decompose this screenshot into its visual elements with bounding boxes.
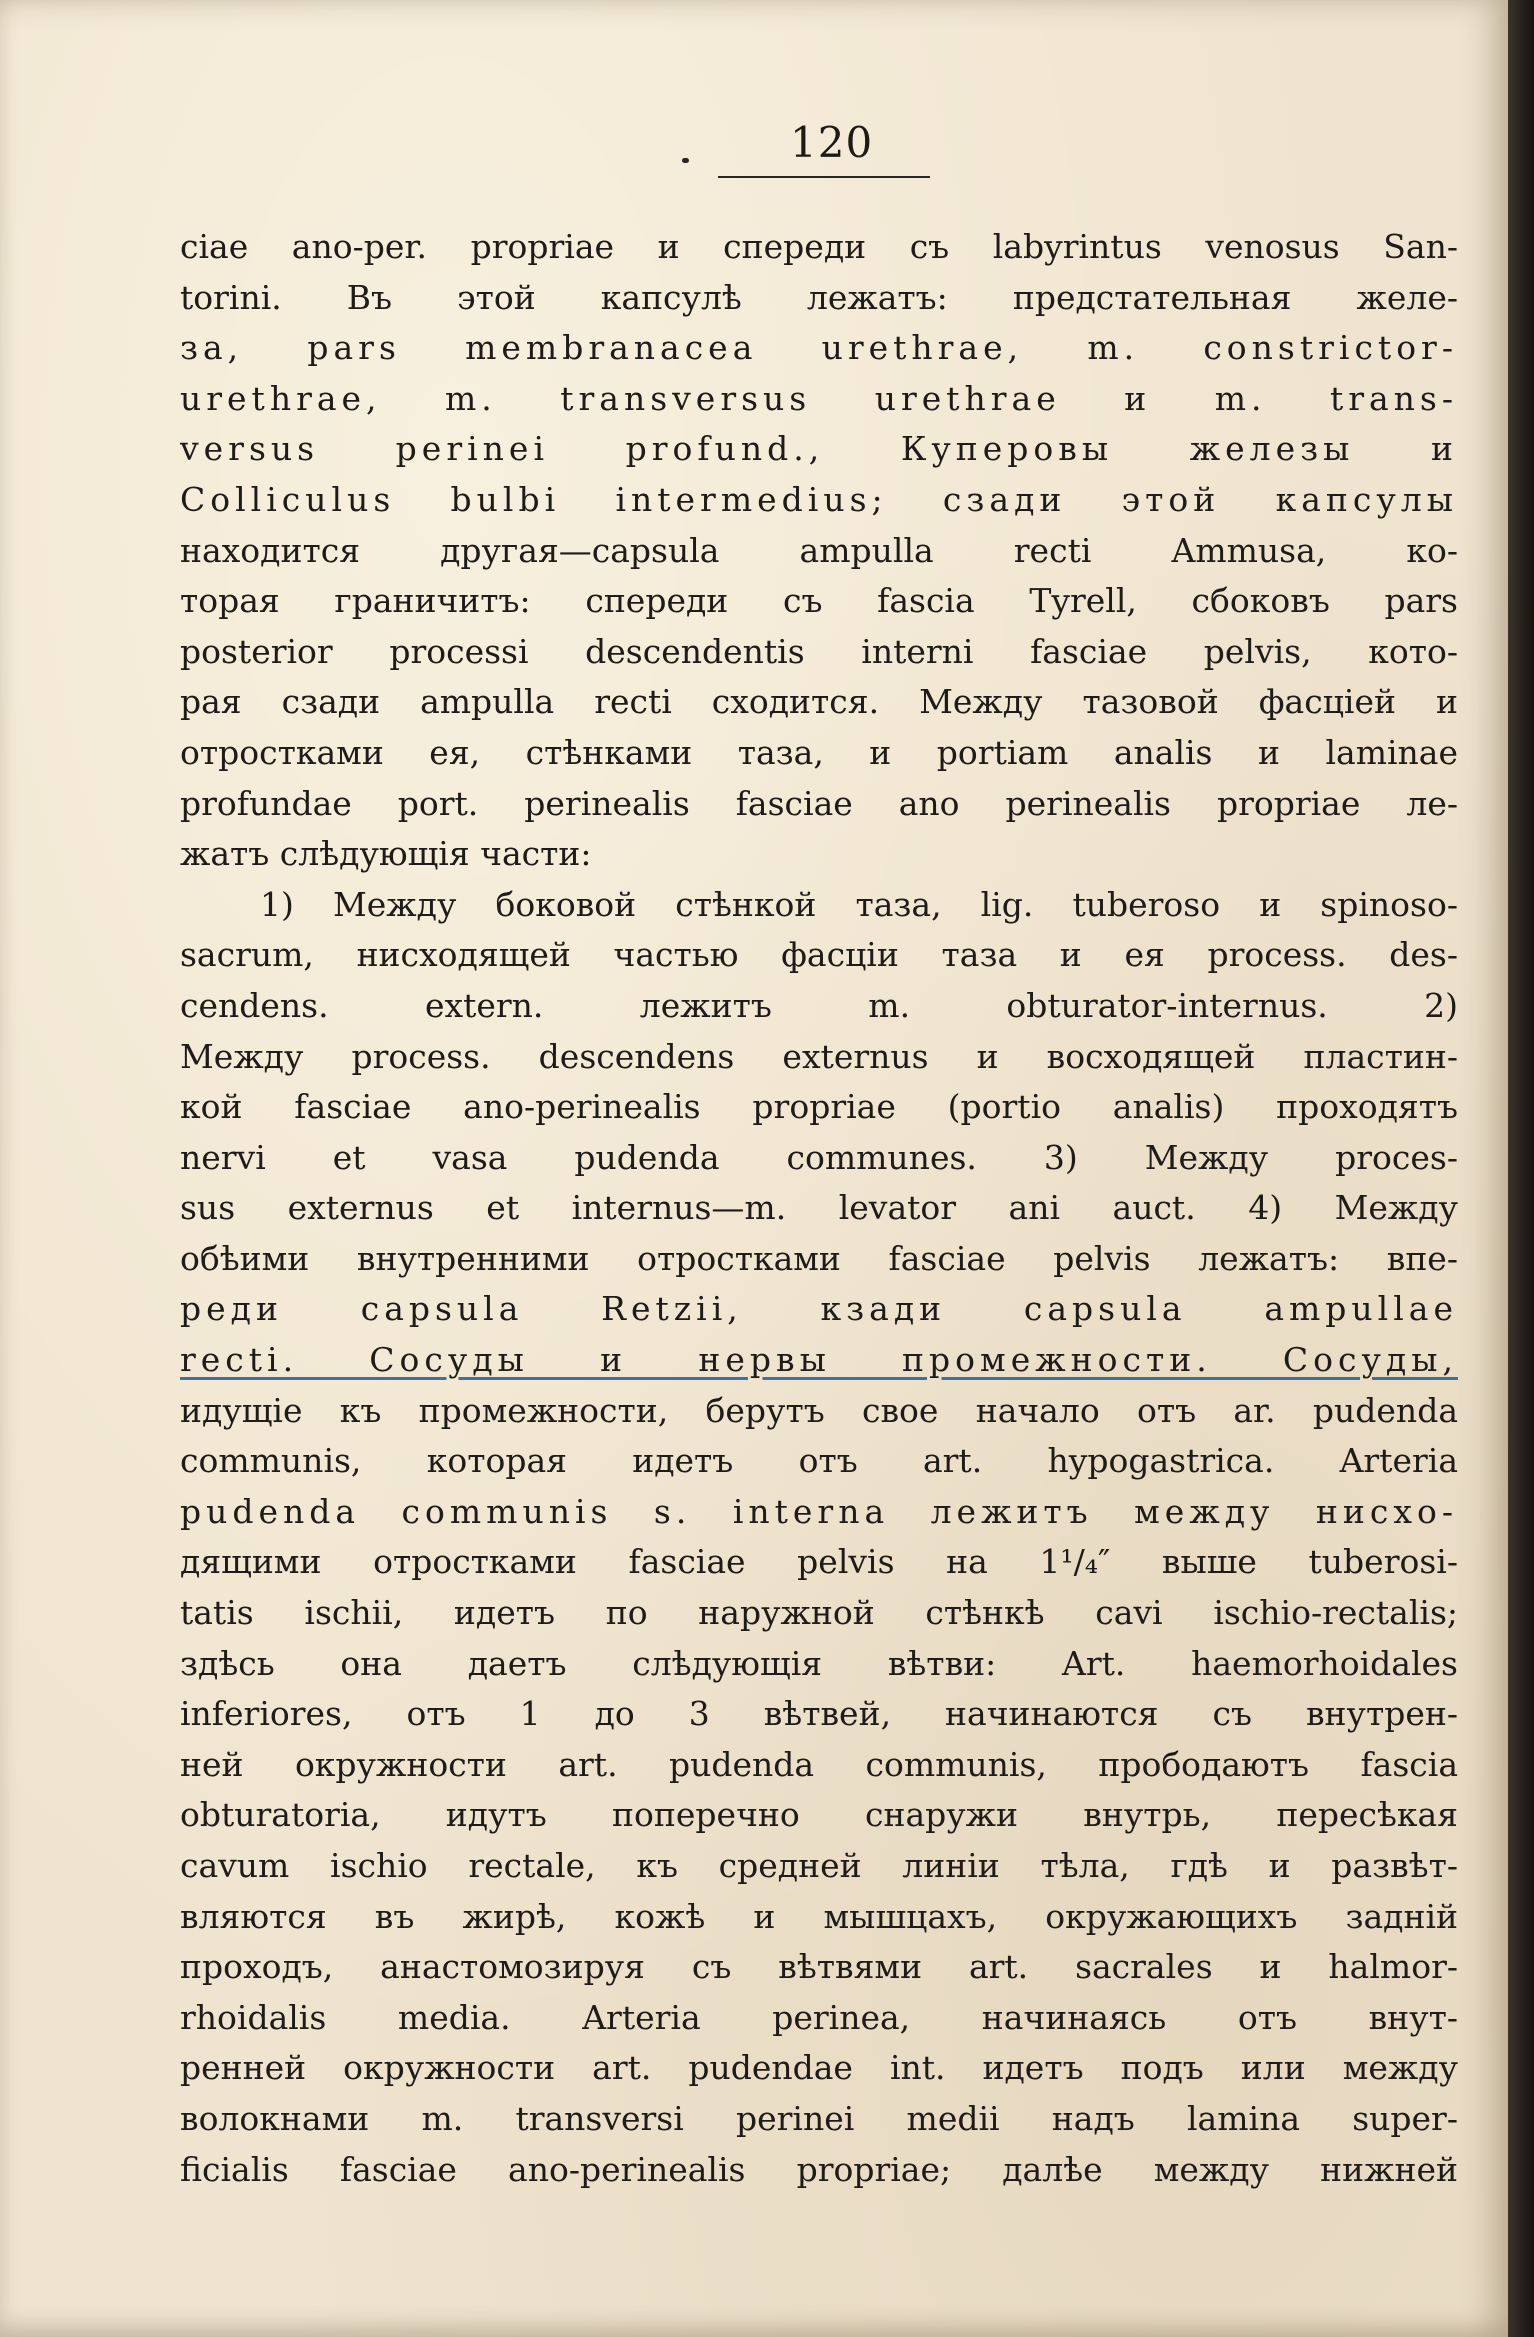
text-line: ciae ano-per. propriae и спереди съ labyrintus venosus San- — [180, 227, 1458, 266]
text-line: кой fasciae ano-perinealis propriae (portio analis) проходятъ — [180, 1087, 1458, 1127]
text-line: вляются въ жирѣ, кожѣ и мышцахъ, окружающихъ задній — [180, 1896, 1458, 1936]
text-line: здѣсь она даетъ слѣдующія вѣтви: Art. haemorhoidales — [180, 1643, 1458, 1683]
header-mark — [682, 158, 689, 163]
text-line: Colliculus bulbi intermedius; сзади этой капсулы — [180, 479, 1458, 519]
text-line: рая сзади ampulla recti сходится. Между тазовой фасціей и — [180, 682, 1458, 722]
text-line: волокнами m. transversi perinei medii надъ lamina super- — [180, 2098, 1458, 2138]
text-line: versus perinei profund., Куперовы железы и — [180, 429, 1458, 469]
text-line: проходъ, анастомозируя съ вѣтвями art. sacrales и halmor- — [180, 1947, 1458, 1987]
body-text — [180, 222, 1458, 2195]
text-line: profundae port. perinealis fasciae ano perinealis propriae ле- — [180, 783, 1458, 823]
text-line: ней окружности art. pudenda communis, прободаютъ fascia — [180, 1744, 1458, 1784]
page-header — [0, 112, 1508, 182]
text-line: жатъ слѣдующія части: — [180, 834, 592, 874]
page-number: 120 — [790, 118, 874, 167]
text-line: cendens. extern. лежитъ m. obturator-internus. 2) — [180, 985, 1458, 1025]
text-line: pudenda communis s. interna лежитъ между нисхо- — [180, 1491, 1458, 1531]
header-rule — [718, 176, 930, 178]
text-line: torini. Въ этой капсулѣ лежатъ: предстательная желе- — [180, 277, 1458, 317]
text-line: cavum ischio rectale, къ средней линіи тѣла, гдѣ и развѣт- — [180, 1846, 1458, 1885]
text-line: за, pars membranacea urethrae, m. constrictor- — [180, 328, 1458, 368]
text-line: дящими отростками fasciae pelvis на 1¹/₄″ выше tuberosi- — [180, 1542, 1458, 1582]
text-line: ренней окружности art. pudendae int. идетъ подъ или между — [180, 2048, 1458, 2088]
text-line: находится другая—capsula ampulla recti Ammusa, ко- — [180, 530, 1458, 570]
text-line: obturatoria, идутъ поперечно снаружи внутрь, пересѣкая — [180, 1795, 1458, 1835]
text-line: sus externus et internus—m. levator ani auct. 4) Между — [180, 1188, 1458, 1228]
text-line: реди capsula Retzii, кзади capsula ampullae — [180, 1289, 1458, 1329]
text-line: nervi et vasa pudenda communes. 3) Между proces- — [180, 1137, 1458, 1177]
text-line: 1) Между боковой стѣнкой таза, lig. tuberoso и spinoso- — [260, 884, 1458, 924]
text-line: sacrum, нисходящей частью фасціи таза и ея process. des- — [180, 935, 1458, 975]
text-line: urethrae, m. transversus urethrae и m. trans- — [180, 378, 1458, 418]
text-line: communis, которая идетъ отъ art. hypogastrica. Arteria — [180, 1441, 1458, 1481]
text-line: отростками ея, стѣнками таза, и portiam analis и laminae — [180, 732, 1458, 772]
text-line: обѣими внутренними отростками fasciae pelvis лежатъ: впе- — [180, 1238, 1458, 1278]
text-line: tatis ischii, идетъ по наружной стѣнкѣ cavi ischio-rectalis; — [180, 1593, 1458, 1633]
text-line: rhoidalis media. Arteria perinea, начинаясь отъ внут- — [180, 1997, 1458, 2037]
text-line: идущіе къ промежности, берутъ свое начало отъ ar. pudenda — [180, 1390, 1458, 1430]
text-line-section-heading: recti. Сосуды и нервы промежности. Сосуды, — [180, 1340, 1458, 1380]
text-line: posterior processi descendentis interni fasciae pelvis, кото- — [180, 631, 1458, 671]
text-line: ficialis fasciae ano-perinealis propriae; далѣе между нижней — [180, 2149, 1458, 2189]
text-line: торая граничитъ: спереди съ fascia Tyrell, сбоковъ pars — [180, 581, 1458, 621]
text-line: Между process. descendens externus и восходящей пластин- — [180, 1036, 1458, 1076]
text-line: inferiores, отъ 1 до 3 вѣтвей, начинаются съ внутрен- — [180, 1694, 1458, 1734]
page-binding-edge — [1508, 0, 1534, 2337]
